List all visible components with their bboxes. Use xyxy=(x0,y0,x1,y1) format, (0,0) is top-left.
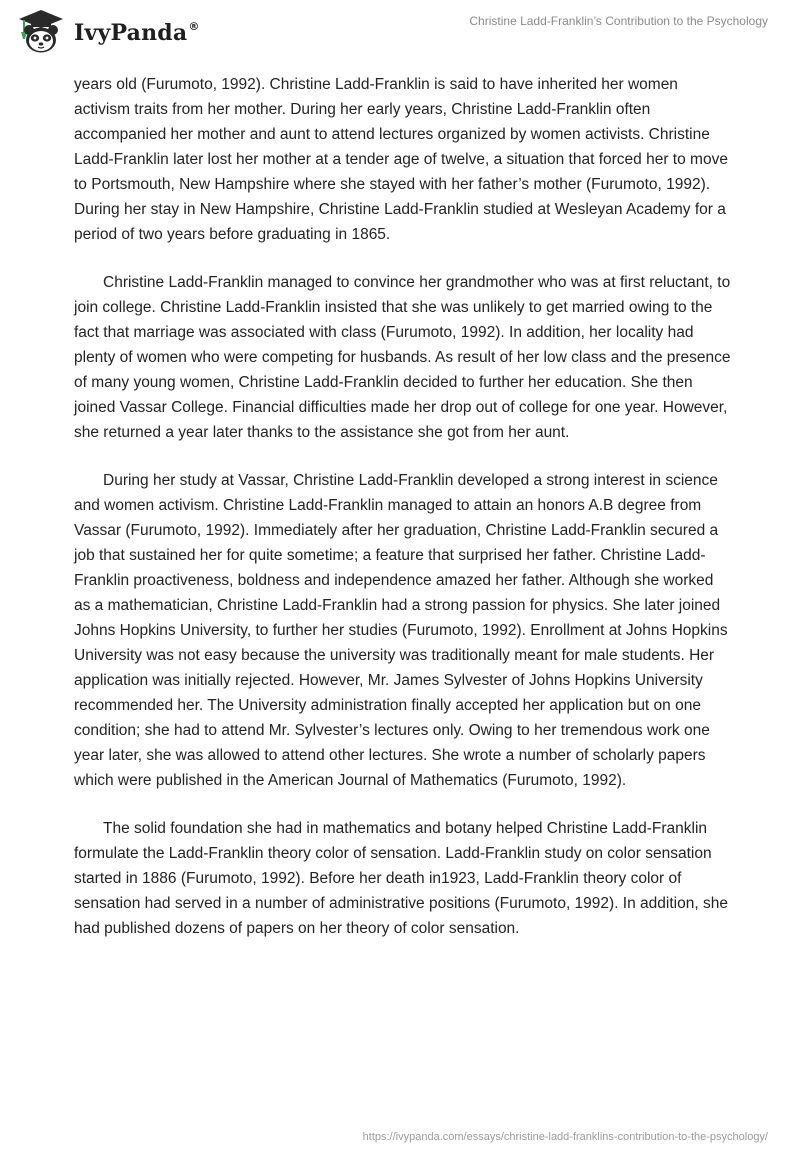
paragraph: The solid foundation she had in mathematics and botany helped Christine Ladd-Franklin formulate the Ladd-Franklin theory color of sensation. Ladd-Franklin study on color sensation started in 1886 (Furumoto, 1992). Before her death in1923, Ladd-Franklin theory color of sensation had served in a number of administrative positions (Furumoto, 1992). In addition, she had published dozens of papers on her theory of color sensation. xyxy=(74,820,728,937)
paragraph: years old (Furumoto, 1992). Christine Ladd-Franklin is said to have inherited her women activism traits from her mother. During her early years, Christine Ladd-Franklin often accompanied her mother and aunt to attend lectures organized by women activists. Christine Ladd-Franklin later lost her mother at a tender age of twelve, a situation that forced her to move to Portsmouth, New Hampshire where she stayed with her father’s mother (Furumoto, 1992). During her stay in New Hampshire, Christine Ladd-Franklin studied at Wesleyan Academy for a period of two years before graduating in 1865. xyxy=(74,76,728,243)
logo-text: IvyPanda® xyxy=(74,20,200,46)
source-url[interactable]: https://ivypanda.com/essays/christine-ladd-franklins-contribution-to-the-psychology/ xyxy=(362,1131,768,1143)
ivypanda-logo[interactable] xyxy=(16,8,200,54)
document-title: Christine Ladd-Franklin’s Contribution to the Psychology xyxy=(469,14,768,28)
paragraph: Christine Ladd-Franklin managed to convince her grandmother who was at first reluctant, to join college. Christine Ladd-Franklin insisted that she was unlikely to get married owing to the fact that marriage was associated with class (Furumoto, 1992). In addition, her locality had plenty of women who were competing for husbands. As result of her low class and the presence of many young women, Christine Ladd-Franklin decided to further her education. She then joined Vassar College. Financial difficulties made her drop out of college for one year. However, she returned a year later thanks to the assistance she got from her aunt. xyxy=(74,274,731,441)
page-header xyxy=(0,0,800,60)
paragraph: During her study at Vassar, Christine Ladd-Franklin developed a strong interest in science and women activism. Christine Ladd-Franklin managed to attain an honors A.B degree from Vassar (Furumoto, 1992). Immediately after her graduation, Christine Ladd-Franklin secured a job that sustained her for quite sometime; a feature that surprised her father. Christine Ladd-Franklin proactiveness, boldness and independence amazed her father. Although she worked as a mathematician, Christine Ladd-Franklin had a strong passion for physics. She later joined Johns Hopkins University, to further her studies (Furumoto, 1992). Enrollment at Johns Hopkins University was not easy because the university was traditionally meant for male students. Her application was initially rejected. However, Mr. James Sylvester of Johns Hopkins University recommended her. The University administration finally accepted her application but on one condition; she had to attend Mr. Sylvester’s lectures only. Owing to her tremendous work one year later, she was allowed to attend other lectures. She wrote a number of scholarly papers which were published in the American Journal of Mathematics (Furumoto, 1992). xyxy=(74,472,728,789)
essay-body xyxy=(74,72,734,964)
panda-graduate-icon xyxy=(16,8,66,54)
registered-mark: ® xyxy=(188,20,200,33)
